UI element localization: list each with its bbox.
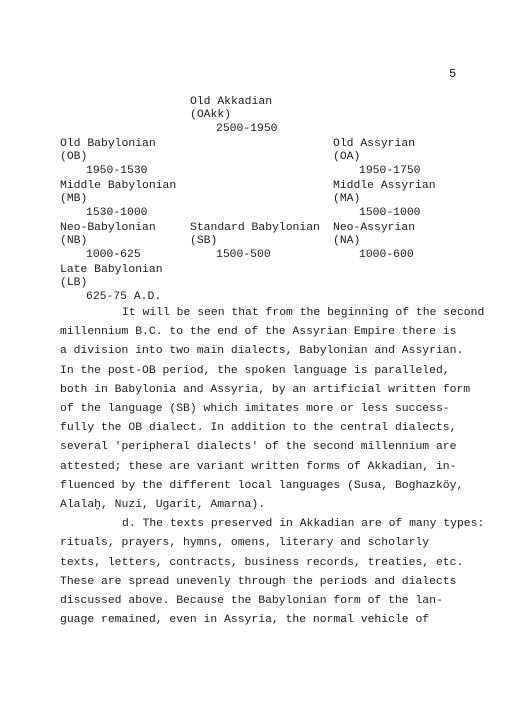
dialect-abbreviation: (MA) (333, 193, 361, 206)
dialect-name: Middle Babylonian (60, 180, 177, 192)
dialect-name: Middle Assyrian (333, 180, 436, 192)
dialect-dates: 1000-625 (86, 249, 141, 262)
dialect-old-akkadian (190, 96, 278, 137)
dialect-dates: 1000-600 (359, 249, 414, 262)
dialect-name: Standard Babylonian (190, 222, 320, 234)
dialect-name: Old Assyrian (333, 138, 416, 150)
dialect-old-babylonian (60, 138, 156, 179)
text-line: several 'peripheral dialects' of the second millennium are (60, 441, 457, 454)
dialect-dates: 1950-1530 (86, 165, 148, 178)
dialect-name: Old Babylonian (60, 138, 156, 150)
text-line: rituals, prayers, hymns, omens, literary and scholarly (60, 537, 430, 550)
dialect-dates: 1500-500 (216, 249, 271, 262)
text-line: fully the OB dialect. In addition to the central dialects, (60, 422, 457, 435)
text-line: guage remained, even in Assyria, the normal vehicle of (60, 614, 430, 627)
text-line: a division into two main dialects, Babylonian and Assyrian. (60, 345, 464, 358)
dialect-abbreviation: (SB) (190, 235, 218, 248)
dialect-name: Neo-Assyrian (333, 222, 416, 234)
text-line: It will be seen that from the beginning of the second (122, 307, 485, 319)
text-line: In the post-OB period, the spoken language is paralleled, (60, 364, 450, 377)
dialect-dates: 1500-1000 (359, 207, 421, 220)
dialect-middle-babylonian (60, 180, 176, 221)
dialect-standard-babylonian (190, 222, 320, 263)
dialect-neo-assyrian (333, 222, 415, 263)
text-line: texts, letters, contracts, business records, treaties, etc. (60, 556, 464, 569)
dialect-abbreviation: (OA) (333, 151, 361, 164)
text-line: fluenced by the different local languages (Susa, Boghazköy, (60, 479, 464, 492)
dialect-abbreviation: (NA) (333, 235, 361, 248)
dialect-abbreviation: (LB) (60, 277, 88, 290)
dialect-name: Late Babylonian (60, 264, 163, 276)
dialect-old-assyrian (333, 138, 421, 179)
dialect-abbreviation: (NB) (60, 235, 88, 248)
body-text (60, 304, 485, 630)
dialect-abbreviation: (OAkk) (190, 109, 232, 122)
text-line: discussed above. Because the Babylonian form of the lan- (60, 595, 443, 608)
dialect-dates: 1530-1000 (86, 207, 148, 220)
dialect-dates: 1950-1750 (359, 165, 421, 178)
page-number: 5 (449, 67, 457, 81)
text-line: of the language (SB) which imitates more or less success- (60, 403, 450, 416)
text-line: These are spread unevenly through the periods and dialects (60, 575, 457, 588)
dialect-middle-assyrian (333, 180, 436, 221)
text-line: attested; these are variant written forms of Akkadian, in- (60, 460, 457, 473)
text-line: Alalaḫ, Nuzi, Ugarit, Amarna). (60, 499, 266, 512)
dialect-neo-babylonian (60, 222, 156, 263)
dialect-abbreviation: (OB) (60, 151, 88, 164)
dialect-name: Old Akkadian (190, 96, 273, 108)
dialect-dates: 625-75 A.D. (86, 291, 162, 304)
dialect-name: Neo-Babylonian (60, 222, 156, 234)
text-line: millennium B.C. to the end of the Assyrian Empire there is (60, 326, 457, 339)
dialect-abbreviation: (MB) (60, 193, 88, 206)
text-line: d. The texts preserved in Akkadian are of many types: (122, 518, 485, 531)
text-line: both in Babylonia and Assyria, by an artificial written form (60, 383, 471, 396)
paragraph (60, 304, 485, 515)
dialect-late-babylonian (60, 264, 163, 305)
paragraph (60, 515, 485, 630)
dialect-dates: 2500-1950 (216, 123, 278, 136)
